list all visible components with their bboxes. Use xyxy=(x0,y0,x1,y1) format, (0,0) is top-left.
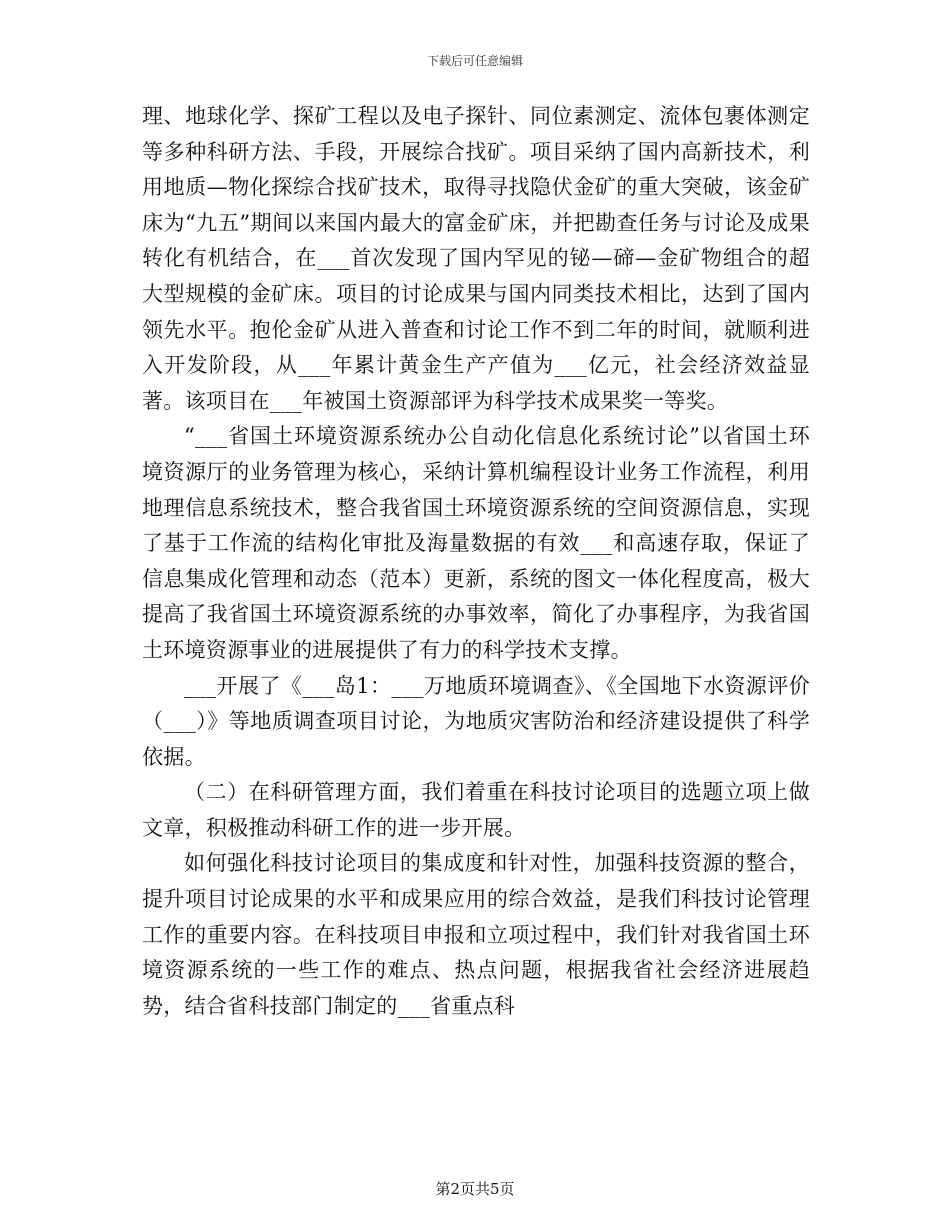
document-body xyxy=(142,99,810,1024)
paragraph-5: 如何强化科技讨论项目的集成度和针对性，加强科技资源的整合，提升项目讨论成果的水平和成果应用的综合效益，是我们科技讨论管理工作的重要内容。在科技项目申报和立项过程中，我们针对我省国土环境资源系统的一些工作的难点、热点问题，根据我省社会经济进展趋势，结合省科技部门制定的___省重点科 xyxy=(142,851,810,1018)
paragraph-2: “___省国土环境资源系统办公自动化信息化系统讨论”以省国土环境资源厅的业务管理为核心，采纳计算机编程设计业务工作流程，利用地理信息系统技术，整合我省国土环境资源系统的空间资源信息，实现了基于工作流的结构化审批及海量数据的有效___和高速存取，保证了信息集成化管理和动态（范本）更新，系统的图文一体化程度高，极大提高了我省国土环境资源系统的办事效率，简化了办事程序，为我省国土环境资源事业的进展提供了有力的科学技术支撑。 xyxy=(142,424,810,662)
paragraph-3: ___开展了《___岛1：___万地质环境调查》、《全国地下水资源评价（___）》等地质调查项目讨论，为地质灾害防治和经济建设提供了科学依据。 xyxy=(142,673,810,769)
paragraph-1: 理、地球化学、探矿工程以及电子探针、同位素测定、流体包裹体测定等多种科研方法、手段，开展综合找矿。项目采纳了国内高新技术，利用地质—物化探综合找矿技术，取得寻找隐伏金矿的重大突破，该金矿床为“九五”期间以来国内最大的富金矿床，并把勘查任务与讨论及成果转化有机结合，在___首次发现了国内罕见的铋—碲—金矿物组合的超大型规模的金矿床。项目的讨论成果与国内同类技术相比，达到了国内领先水平。抱伦金矿从进入普查和讨论工作不到二年的时间，就顺利进入开发阶段，从___年累计黄金生产产值为___亿元，社会经济效益显著。该项目在___年被国土资源部评为科学技术成果奖一等奖。 xyxy=(142,104,810,413)
paragraph-4: （二）在科研管理方面，我们着重在科技讨论项目的选题立项上做文章，积极推动科研工作的进一步开展。 xyxy=(142,780,810,840)
page-footer: 第2页共5页 xyxy=(435,1180,515,1198)
page-header: 下载后可任意编辑 xyxy=(426,54,523,68)
